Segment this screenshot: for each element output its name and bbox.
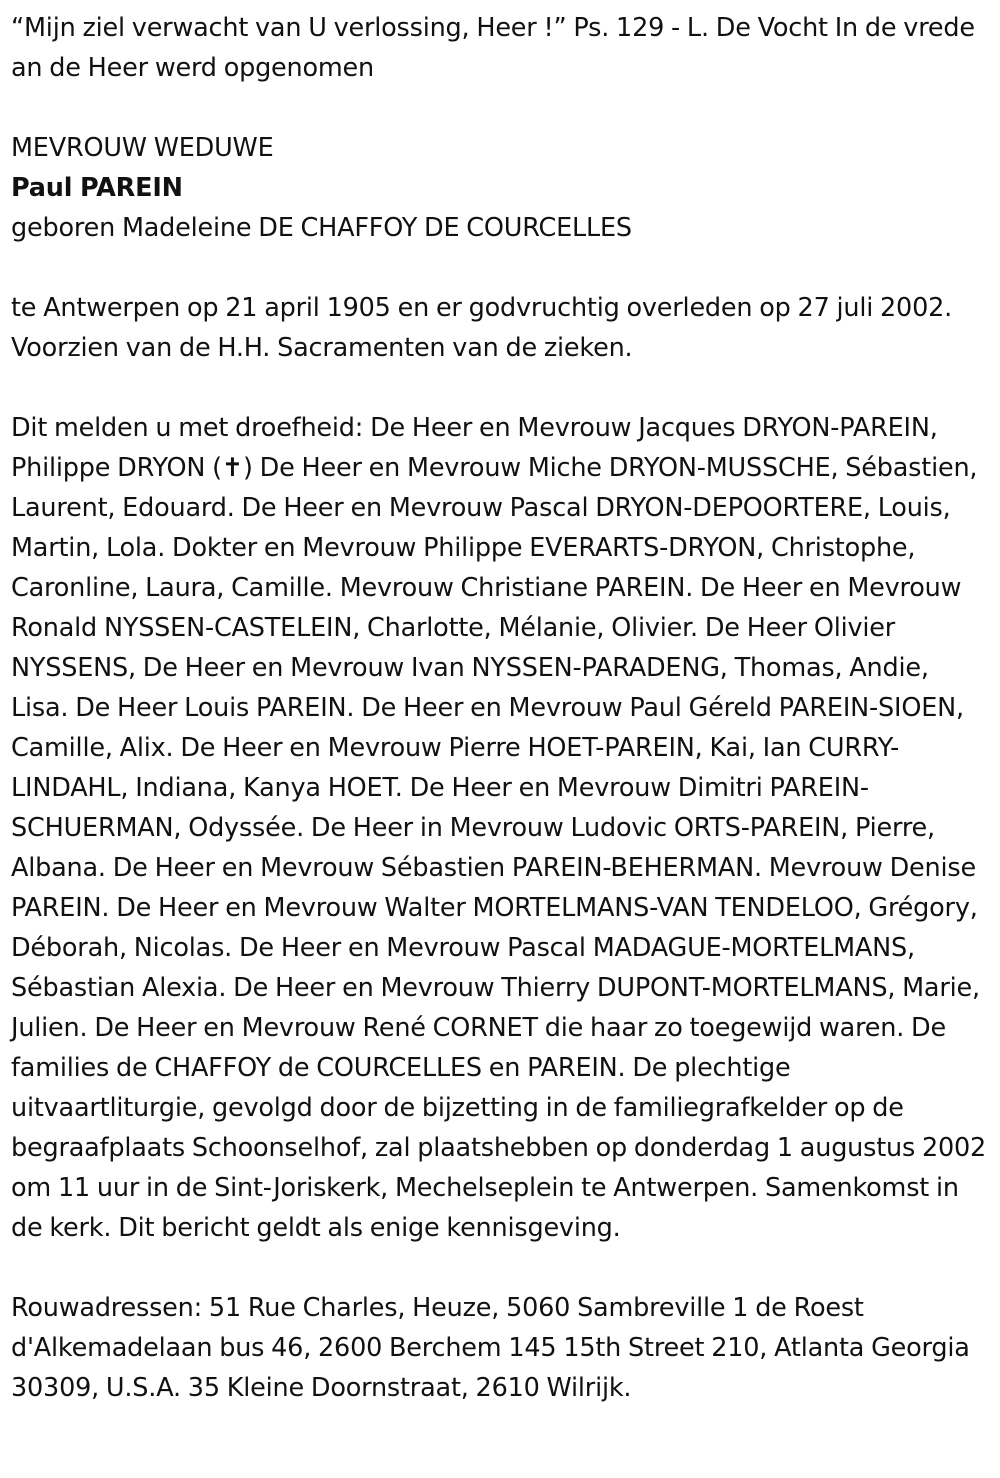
mourning-addresses: Rouwadressen: 51 Rue Charles, Heuze, 5060 Sambreville 1 de Roest d'Alkemadelaan bus 46, 2600 Berchem 145 15th Street 210, Atlanta Georgia 30309, U.S.A. 35 Kleine Doornstraat, 2610 Wilrijk. <box>11 1293 970 1403</box>
spacer <box>11 88 991 128</box>
birth-name: geboren Madeleine DE CHAFFOY DE COURCELLES <box>11 213 632 243</box>
spacer <box>11 248 991 288</box>
spacer <box>11 368 991 408</box>
intro-verse: “Mijn ziel verwacht van U verlossing, Heer !” Ps. 129 - L. De Vocht In de vrede an de Heer werd opgenomen <box>11 13 975 83</box>
family-announcement: Dit melden u met droefheid: De Heer en Mevrouw Jacques DRYON-PAREIN, Philippe DRYON (✝) De Heer en Mevrouw Miche DRYON-MUSSCHE, Sébastien, Laurent, Edouard. De Heer en Mevrouw Pascal DRYON-DEPOORTERE, Louis, Martin, Lola. Dokter en Mevrouw Philippe EVERARTS-DRYON, Christophe, Caronline, Laura, Camille. Mevrouw Christiane PAREIN. De Heer en Mevrouw Ronald NYSSEN-CASTELEIN, Charlotte, Mélanie, Olivier. De Heer Olivier NYSSENS, De Heer en Mevrouw Ivan NYSSEN-PARADENG, Thomas, Andie, Lisa. De Heer Louis PAREIN. De Heer en Mevrouw Paul Géreld PAREIN-SIOEN, Camille, Alix. De Heer en Mevrouw Pierre HOET-PAREIN, Kai, Ian CURRY-LINDAHL, Indiana, Kanya HOET. De Heer en Mevrouw Dimitri PAREIN-SCHUERMAN, Odyssée. De Heer in Mevrouw Ludovic ORTS-PAREIN, Pierre, Albana. De Heer en Mevrouw Sébastien PAREIN-BEHERMAN. Mevrouw Denise PAREIN. De Heer en Mevrouw Walter MORTELMANS-VAN TENDELOO, Grégory, Déborah, Nicolas. De Heer en Mevrouw Pascal MADAGUE-MORTELMANS, Sébastian Alexia. De Heer en Mevrouw Thierry DUPONT-MORTELMANS, Marie, Julien. De Heer en Mevrouw René CORNET die haar zo toegewijd waren. De families de CHAFFOY de COURCELLES en PAREIN. De plechtige uitvaartliturgie, gevolgd door de bijzetting in de familiegrafkelder op de begraafplaats Schoonselhof, zal plaatshebben op donderdag 1 augustus 2002 om 11 uur in de Sint-Joriskerk, Mechelseplein te Antwerpen. Samenkomst in de kerk. Dit bericht geldt als enige kennisgeving. <box>11 413 987 1243</box>
obituary-notice <box>11 8 991 1408</box>
deceased-name: Paul PAREIN <box>11 173 183 203</box>
title-line: MEVROUW WEDUWE <box>11 133 274 163</box>
spacer <box>11 1248 991 1288</box>
life-dates: te Antwerpen op 21 april 1905 en er godvruchtig overleden op 27 juli 2002. Voorzien van de H.H. Sacramenten van de zieken. <box>11 293 953 363</box>
